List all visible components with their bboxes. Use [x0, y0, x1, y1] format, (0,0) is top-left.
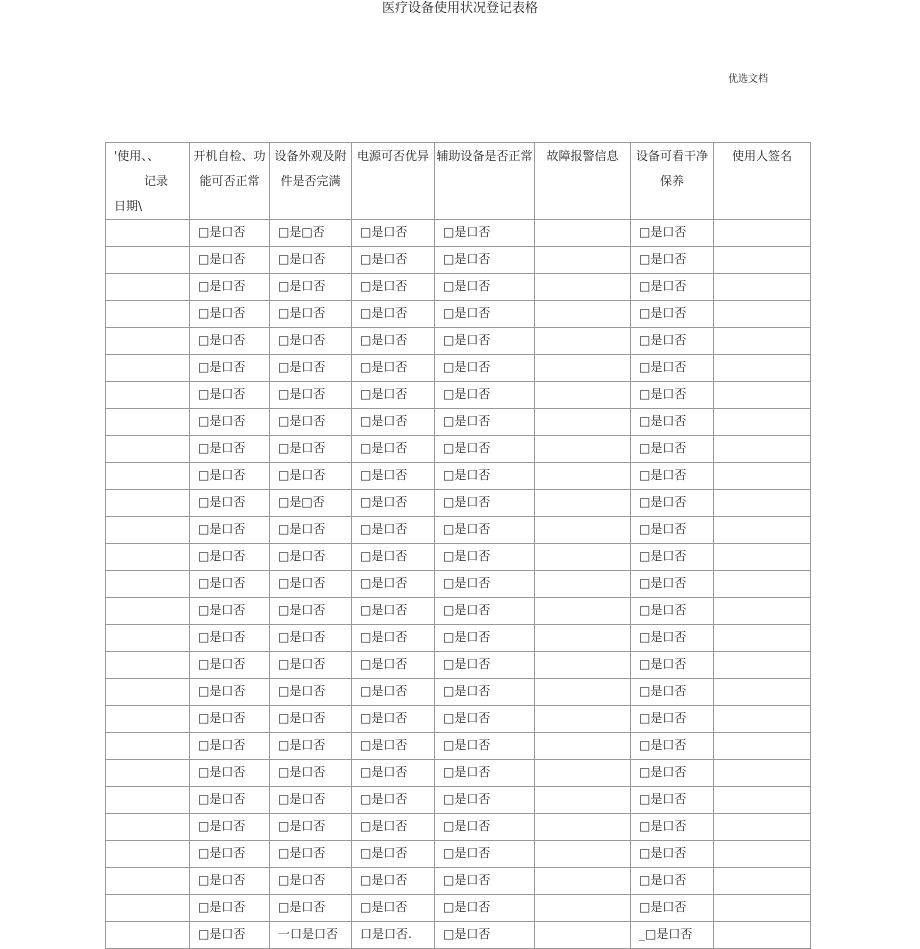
- date-cell[interactable]: [106, 787, 190, 814]
- table-row: [106, 706, 811, 733]
- signature-cell[interactable]: [714, 382, 811, 409]
- signature-cell[interactable]: [714, 328, 811, 355]
- table-row: [106, 301, 811, 328]
- date-cell[interactable]: [106, 868, 190, 895]
- table-row: [106, 787, 811, 814]
- self-check-cell[interactable]: □是口否: [190, 463, 270, 490]
- auxiliary-cell[interactable]: □是口否: [435, 868, 535, 895]
- signature-cell[interactable]: [714, 652, 811, 679]
- auxiliary-cell[interactable]: □是口否: [435, 544, 535, 571]
- cleaning-cell[interactable]: □是口否: [631, 895, 714, 922]
- fault-alarm-cell[interactable]: [535, 760, 631, 787]
- auxiliary-cell[interactable]: □是口否: [435, 274, 535, 301]
- power-cell[interactable]: □是口否: [352, 814, 435, 841]
- cleaning-cell[interactable]: □是口否: [631, 760, 714, 787]
- date-cell[interactable]: [106, 328, 190, 355]
- auxiliary-cell[interactable]: □是口否: [435, 355, 535, 382]
- table-row: [106, 382, 811, 409]
- self-check-cell[interactable]: □是口否: [190, 895, 270, 922]
- appearance-cell[interactable]: □是口否: [270, 787, 352, 814]
- date-cell[interactable]: [106, 301, 190, 328]
- auxiliary-cell[interactable]: □是口否: [435, 490, 535, 517]
- self-check-cell[interactable]: □是口否: [190, 922, 270, 949]
- appearance-cell[interactable]: □是口否: [270, 868, 352, 895]
- self-check-cell[interactable]: □是口否: [190, 544, 270, 571]
- signature-cell[interactable]: [714, 571, 811, 598]
- table-header-row: [106, 143, 811, 220]
- cleaning-cell[interactable]: □是口否: [631, 841, 714, 868]
- fault-alarm-cell[interactable]: [535, 787, 631, 814]
- signature-cell[interactable]: [714, 274, 811, 301]
- auxiliary-cell[interactable]: □是口否: [435, 679, 535, 706]
- date-cell[interactable]: [106, 355, 190, 382]
- fault-alarm-cell[interactable]: [535, 814, 631, 841]
- power-cell[interactable]: □是口否: [352, 247, 435, 274]
- self-check-cell[interactable]: □是口否: [190, 247, 270, 274]
- cleaning-cell[interactable]: _□是口否: [631, 922, 714, 949]
- cleaning-cell[interactable]: □是口否: [631, 787, 714, 814]
- signature-cell[interactable]: [714, 436, 811, 463]
- self-check-cell[interactable]: □是口否: [190, 625, 270, 652]
- cleaning-cell[interactable]: □是口否: [631, 274, 714, 301]
- auxiliary-cell[interactable]: □是口否: [435, 733, 535, 760]
- date-cell[interactable]: [106, 679, 190, 706]
- auxiliary-cell[interactable]: □是口否: [435, 625, 535, 652]
- auxiliary-cell[interactable]: □是口否: [435, 787, 535, 814]
- appearance-cell[interactable]: □是□否: [270, 220, 352, 247]
- power-cell[interactable]: □是口否: [352, 733, 435, 760]
- fault-alarm-cell[interactable]: [535, 328, 631, 355]
- signature-cell[interactable]: [714, 760, 811, 787]
- cleaning-cell[interactable]: □是口否: [631, 544, 714, 571]
- self-check-cell[interactable]: □是口否: [190, 274, 270, 301]
- signature-cell[interactable]: [714, 247, 811, 274]
- self-check-cell[interactable]: □是口否: [190, 382, 270, 409]
- self-check-cell[interactable]: □是口否: [190, 679, 270, 706]
- appearance-cell[interactable]: □是口否: [270, 652, 352, 679]
- signature-cell[interactable]: [714, 625, 811, 652]
- power-cell[interactable]: □是口否: [352, 679, 435, 706]
- cleaning-cell[interactable]: □是口否: [631, 814, 714, 841]
- fault-alarm-cell[interactable]: [535, 679, 631, 706]
- date-cell[interactable]: [106, 220, 190, 247]
- fault-alarm-cell[interactable]: [535, 571, 631, 598]
- cleaning-cell[interactable]: □是口否: [631, 517, 714, 544]
- power-cell[interactable]: □是口否: [352, 895, 435, 922]
- signature-cell[interactable]: [714, 355, 811, 382]
- auxiliary-cell[interactable]: □是口否: [435, 328, 535, 355]
- date-cell[interactable]: [106, 436, 190, 463]
- equipment-usage-log-table: [105, 142, 811, 949]
- signature-cell[interactable]: [714, 787, 811, 814]
- signature-cell[interactable]: [714, 544, 811, 571]
- power-cell[interactable]: □是口否: [352, 328, 435, 355]
- signature-cell[interactable]: [714, 814, 811, 841]
- self-check-cell[interactable]: □是口否: [190, 409, 270, 436]
- cleaning-cell[interactable]: □是口否: [631, 571, 714, 598]
- auxiliary-cell[interactable]: □是口否: [435, 652, 535, 679]
- power-cell[interactable]: □是口否: [352, 544, 435, 571]
- appearance-cell[interactable]: □是口否: [270, 436, 352, 463]
- header-auxiliary: 辅助设备是否正常: [435, 143, 535, 220]
- power-cell[interactable]: □是口否: [352, 841, 435, 868]
- fault-alarm-cell[interactable]: [535, 463, 631, 490]
- appearance-cell[interactable]: □是口否: [270, 733, 352, 760]
- signature-cell[interactable]: [714, 220, 811, 247]
- power-cell[interactable]: □是口否: [352, 625, 435, 652]
- power-cell[interactable]: □是口否: [352, 490, 435, 517]
- appearance-cell[interactable]: □是□否: [270, 490, 352, 517]
- table-row: [106, 733, 811, 760]
- table-row: [106, 274, 811, 301]
- fault-alarm-cell[interactable]: [535, 490, 631, 517]
- table-row: [106, 517, 811, 544]
- auxiliary-cell[interactable]: □是口否: [435, 301, 535, 328]
- cleaning-cell[interactable]: □是口否: [631, 436, 714, 463]
- date-cell[interactable]: [106, 652, 190, 679]
- auxiliary-cell[interactable]: □是口否: [435, 247, 535, 274]
- signature-cell[interactable]: [714, 733, 811, 760]
- table-row: [106, 679, 811, 706]
- signature-cell[interactable]: [714, 706, 811, 733]
- self-check-cell[interactable]: □是口否: [190, 787, 270, 814]
- date-cell[interactable]: [106, 841, 190, 868]
- auxiliary-cell[interactable]: □是口否: [435, 922, 535, 949]
- cleaning-cell[interactable]: □是口否: [631, 328, 714, 355]
- appearance-cell[interactable]: □是口否: [270, 463, 352, 490]
- self-check-cell[interactable]: □是口否: [190, 814, 270, 841]
- document-title: 医疗设备使用状况登记表格: [381, 1, 538, 16]
- table-row: [106, 544, 811, 571]
- power-cell[interactable]: □是口否: [352, 868, 435, 895]
- appearance-cell[interactable]: □是口否: [270, 247, 352, 274]
- date-cell[interactable]: [106, 571, 190, 598]
- signature-cell[interactable]: [714, 517, 811, 544]
- auxiliary-cell[interactable]: □是口否: [435, 571, 535, 598]
- fault-alarm-cell[interactable]: [535, 355, 631, 382]
- table-row: [106, 652, 811, 679]
- signature-cell[interactable]: [714, 490, 811, 517]
- power-cell[interactable]: □是口否: [352, 301, 435, 328]
- appearance-cell[interactable]: □是口否: [270, 409, 352, 436]
- fault-alarm-cell[interactable]: [535, 922, 631, 949]
- appearance-cell[interactable]: □是口否: [270, 301, 352, 328]
- date-cell[interactable]: [106, 706, 190, 733]
- fault-alarm-cell[interactable]: [535, 544, 631, 571]
- fault-alarm-cell[interactable]: [535, 652, 631, 679]
- header-self-check: 开机自检、功能可否正常: [190, 143, 270, 220]
- signature-cell[interactable]: [714, 463, 811, 490]
- appearance-cell[interactable]: □是口否: [270, 814, 352, 841]
- date-cell[interactable]: [106, 625, 190, 652]
- date-cell[interactable]: [106, 544, 190, 571]
- date-cell[interactable]: [106, 895, 190, 922]
- appearance-cell[interactable]: □是口否: [270, 328, 352, 355]
- cleaning-cell[interactable]: □是口否: [631, 463, 714, 490]
- power-cell[interactable]: □是口否: [352, 220, 435, 247]
- date-cell[interactable]: [106, 922, 190, 949]
- auxiliary-cell[interactable]: □是口否: [435, 517, 535, 544]
- self-check-cell[interactable]: □是口否: [190, 355, 270, 382]
- cleaning-cell[interactable]: □是口否: [631, 490, 714, 517]
- self-check-cell[interactable]: □是口否: [190, 301, 270, 328]
- table-row: [106, 355, 811, 382]
- auxiliary-cell[interactable]: □是口否: [435, 895, 535, 922]
- date-cell[interactable]: [106, 409, 190, 436]
- fault-alarm-cell[interactable]: [535, 409, 631, 436]
- appearance-cell[interactable]: □是口否: [270, 760, 352, 787]
- fault-alarm-cell[interactable]: [535, 733, 631, 760]
- appearance-cell[interactable]: □是口否: [270, 625, 352, 652]
- cleaning-cell[interactable]: □是口否: [631, 652, 714, 679]
- fault-alarm-cell[interactable]: [535, 598, 631, 625]
- cleaning-cell[interactable]: □是口否: [631, 220, 714, 247]
- self-check-cell[interactable]: □是口否: [190, 598, 270, 625]
- date-cell[interactable]: [106, 247, 190, 274]
- date-cell[interactable]: [106, 490, 190, 517]
- cleaning-cell[interactable]: □是口否: [631, 706, 714, 733]
- appearance-cell[interactable]: □是口否: [270, 544, 352, 571]
- table-row: [106, 868, 811, 895]
- table-row: [106, 409, 811, 436]
- self-check-cell[interactable]: □是口否: [190, 517, 270, 544]
- table-row: [106, 895, 811, 922]
- date-cell[interactable]: [106, 733, 190, 760]
- power-cell[interactable]: 口是口否.: [352, 922, 435, 949]
- appearance-cell[interactable]: □是口否: [270, 841, 352, 868]
- fault-alarm-cell[interactable]: [535, 841, 631, 868]
- self-check-cell[interactable]: □是口否: [190, 490, 270, 517]
- date-cell[interactable]: [106, 382, 190, 409]
- fault-alarm-cell[interactable]: [535, 220, 631, 247]
- power-cell[interactable]: □是口否: [352, 652, 435, 679]
- appearance-cell[interactable]: □是口否: [270, 274, 352, 301]
- table-row: [106, 760, 811, 787]
- auxiliary-cell[interactable]: □是口否: [435, 841, 535, 868]
- document-subtitle: 优选文档: [728, 74, 768, 85]
- self-check-cell[interactable]: □是口否: [190, 436, 270, 463]
- header-fault-alarm: 故障报警信息: [535, 143, 631, 220]
- signature-cell[interactable]: [714, 301, 811, 328]
- signature-cell[interactable]: [714, 868, 811, 895]
- fault-alarm-cell[interactable]: [535, 274, 631, 301]
- power-cell[interactable]: □是口否: [352, 598, 435, 625]
- signature-cell[interactable]: [714, 598, 811, 625]
- cleaning-cell[interactable]: □是口否: [631, 733, 714, 760]
- cleaning-cell[interactable]: □是口否: [631, 598, 714, 625]
- power-cell[interactable]: □是口否: [352, 706, 435, 733]
- appearance-cell[interactable]: □是口否: [270, 571, 352, 598]
- header-date-line3: 日期\: [114, 199, 143, 213]
- table-row: [106, 571, 811, 598]
- table-row: [106, 247, 811, 274]
- table-row: [106, 328, 811, 355]
- auxiliary-cell[interactable]: □是口否: [435, 463, 535, 490]
- header-user-signature: 使用人签名: [714, 143, 811, 220]
- date-cell[interactable]: [106, 598, 190, 625]
- table-row: [106, 490, 811, 517]
- table-row: [106, 841, 811, 868]
- self-check-cell[interactable]: □是口否: [190, 760, 270, 787]
- header-usage-record-date: [106, 143, 190, 220]
- appearance-cell[interactable]: □是口否: [270, 706, 352, 733]
- power-cell[interactable]: □是口否: [352, 463, 435, 490]
- power-cell[interactable]: □是口否: [352, 760, 435, 787]
- self-check-cell[interactable]: □是口否: [190, 220, 270, 247]
- self-check-cell[interactable]: □是口否: [190, 652, 270, 679]
- signature-cell[interactable]: [714, 841, 811, 868]
- power-cell[interactable]: □是口否: [352, 355, 435, 382]
- signature-cell[interactable]: [714, 922, 811, 949]
- table-row: [106, 598, 811, 625]
- cleaning-cell[interactable]: □是口否: [631, 868, 714, 895]
- header-cleaning: 设备可看干净保养: [631, 143, 714, 220]
- self-check-cell[interactable]: □是口否: [190, 841, 270, 868]
- power-cell[interactable]: □是口否: [352, 571, 435, 598]
- cleaning-cell[interactable]: □是口否: [631, 625, 714, 652]
- power-cell[interactable]: □是口否: [352, 436, 435, 463]
- appearance-cell[interactable]: □是口否: [270, 382, 352, 409]
- appearance-cell[interactable]: □是口否: [270, 355, 352, 382]
- cleaning-cell[interactable]: □是口否: [631, 382, 714, 409]
- self-check-cell[interactable]: □是口否: [190, 733, 270, 760]
- self-check-cell[interactable]: □是口否: [190, 706, 270, 733]
- table-row: [106, 814, 811, 841]
- auxiliary-cell[interactable]: □是口否: [435, 706, 535, 733]
- fault-alarm-cell[interactable]: [535, 436, 631, 463]
- date-cell[interactable]: [106, 814, 190, 841]
- fault-alarm-cell[interactable]: [535, 517, 631, 544]
- fault-alarm-cell[interactable]: [535, 895, 631, 922]
- table-row: [106, 463, 811, 490]
- table-row: [106, 436, 811, 463]
- cleaning-cell[interactable]: □是口否: [631, 409, 714, 436]
- signature-cell[interactable]: [714, 409, 811, 436]
- cleaning-cell[interactable]: □是口否: [631, 355, 714, 382]
- power-cell[interactable]: □是口否: [352, 409, 435, 436]
- table-row: [106, 922, 811, 949]
- appearance-cell[interactable]: □是口否: [270, 895, 352, 922]
- auxiliary-cell[interactable]: □是口否: [435, 760, 535, 787]
- fault-alarm-cell[interactable]: [535, 868, 631, 895]
- self-check-cell[interactable]: □是口否: [190, 328, 270, 355]
- date-cell[interactable]: [106, 517, 190, 544]
- signature-cell[interactable]: [714, 679, 811, 706]
- power-cell[interactable]: □是口否: [352, 274, 435, 301]
- auxiliary-cell[interactable]: □是口否: [435, 436, 535, 463]
- fault-alarm-cell[interactable]: [535, 382, 631, 409]
- power-cell[interactable]: □是口否: [352, 787, 435, 814]
- date-cell[interactable]: [106, 463, 190, 490]
- fault-alarm-cell[interactable]: [535, 301, 631, 328]
- appearance-cell[interactable]: □是口否: [270, 517, 352, 544]
- signature-cell[interactable]: [714, 895, 811, 922]
- fault-alarm-cell[interactable]: [535, 706, 631, 733]
- table-row: [106, 220, 811, 247]
- date-cell[interactable]: [106, 760, 190, 787]
- header-date-line2: 记录: [144, 174, 169, 188]
- auxiliary-cell[interactable]: □是口否: [435, 409, 535, 436]
- appearance-cell[interactable]: □是口否: [270, 679, 352, 706]
- header-date-line1: '使用、、: [114, 149, 160, 163]
- power-cell[interactable]: □是口否: [352, 382, 435, 409]
- power-cell[interactable]: □是口否: [352, 517, 435, 544]
- cleaning-cell[interactable]: □是口否: [631, 679, 714, 706]
- auxiliary-cell[interactable]: □是口否: [435, 814, 535, 841]
- appearance-cell[interactable]: □是口否: [270, 598, 352, 625]
- auxiliary-cell[interactable]: □是口否: [435, 382, 535, 409]
- self-check-cell[interactable]: □是口否: [190, 571, 270, 598]
- auxiliary-cell[interactable]: □是口否: [435, 598, 535, 625]
- header-power: 电源可否优异: [352, 143, 435, 220]
- date-cell[interactable]: [106, 274, 190, 301]
- fault-alarm-cell[interactable]: [535, 247, 631, 274]
- cleaning-cell[interactable]: □是口否: [631, 247, 714, 274]
- fault-alarm-cell[interactable]: [535, 625, 631, 652]
- cleaning-cell[interactable]: □是口否: [631, 301, 714, 328]
- header-appearance: 设备外观及附件是否完满: [270, 143, 352, 220]
- appearance-cell[interactable]: 一口是口否: [270, 922, 352, 949]
- self-check-cell[interactable]: □是口否: [190, 868, 270, 895]
- table-row: [106, 625, 811, 652]
- auxiliary-cell[interactable]: □是口否: [435, 220, 535, 247]
